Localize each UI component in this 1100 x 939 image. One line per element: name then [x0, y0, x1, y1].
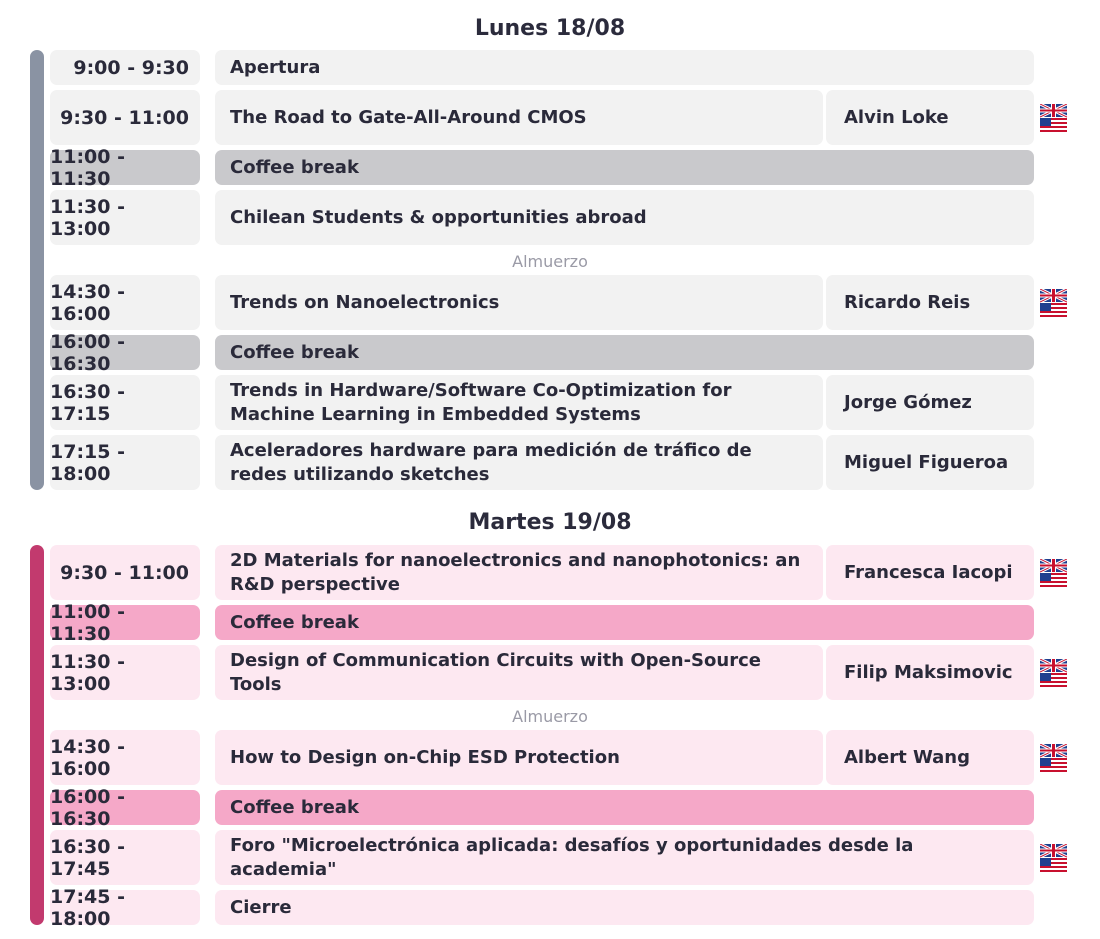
session-time: 9:30 - 11:00 [50, 545, 200, 600]
english-language-flag-icon [1040, 659, 1067, 687]
session-title: Trends on Nanoelectronics [215, 275, 823, 330]
lunch-break-label: Almuerzo [512, 252, 588, 271]
english-language-flag-icon [1040, 844, 1067, 872]
session-title: Chilean Students & opportunities abroad [215, 190, 1034, 245]
session-title: The Road to Gate-All-Around CMOS [215, 90, 823, 145]
session-time: 16:30 - 17:45 [50, 830, 200, 885]
day-color-bar [30, 545, 44, 925]
session-title: Apertura [215, 50, 1034, 85]
english-language-flag-icon [1040, 559, 1067, 587]
session-title: Trends in Hardware/Software Co-Optimization for Machine Learning in Embedded Systems [215, 375, 823, 430]
session-time: 14:30 - 16:00 [50, 730, 200, 785]
session-time: 16:00 - 16:30 [50, 335, 200, 370]
session-time: 17:45 - 18:00 [50, 890, 200, 925]
session-time: 14:30 - 16:00 [50, 275, 200, 330]
day-title: Lunes 18/08 [474, 16, 626, 41]
session-time: 11:30 - 13:00 [50, 190, 200, 245]
english-language-flag-icon [1040, 289, 1067, 317]
session-speaker: Filip Maksimovic [826, 645, 1034, 700]
session-time: 11:00 - 11:30 [50, 605, 200, 640]
session-speaker: Ricardo Reis [826, 275, 1034, 330]
session-time: 17:15 - 18:00 [50, 435, 200, 490]
lunch-break-label: Almuerzo [512, 707, 588, 726]
session-time: 11:00 - 11:30 [50, 150, 200, 185]
session-title: Design of Communication Circuits with Open-Source Tools [215, 645, 823, 700]
session-time: 9:00 - 9:30 [50, 50, 200, 85]
english-language-flag-icon [1040, 104, 1067, 132]
coffee-break: Coffee break [215, 150, 1034, 185]
session-time: 16:00 - 16:30 [50, 790, 200, 825]
coffee-break: Coffee break [215, 335, 1034, 370]
coffee-break: Coffee break [215, 790, 1034, 825]
session-time: 9:30 - 11:00 [50, 90, 200, 145]
session-time: 11:30 - 13:00 [50, 645, 200, 700]
session-title: 2D Materials for nanoelectronics and nanophotonics: an R&D perspective [215, 545, 823, 600]
session-speaker: Alvin Loke [826, 90, 1034, 145]
session-title: How to Design on-Chip ESD Protection [215, 730, 823, 785]
session-speaker: Francesca Iacopi [826, 545, 1034, 600]
session-speaker: Miguel Figueroa [826, 435, 1034, 490]
coffee-break: Coffee break [215, 605, 1034, 640]
session-speaker: Albert Wang [826, 730, 1034, 785]
session-time: 16:30 - 17:15 [50, 375, 200, 430]
session-title: Foro "Microelectrónica aplicada: desafíos y oportunidades desde la academia" [215, 830, 1034, 885]
session-title: Aceleradores hardware para medición de tráfico de redes utilizando sketches [215, 435, 823, 490]
session-speaker: Jorge Gómez [826, 375, 1034, 430]
day-title: Martes 19/08 [468, 510, 632, 535]
english-language-flag-icon [1040, 744, 1067, 772]
session-title: Cierre [215, 890, 1034, 925]
